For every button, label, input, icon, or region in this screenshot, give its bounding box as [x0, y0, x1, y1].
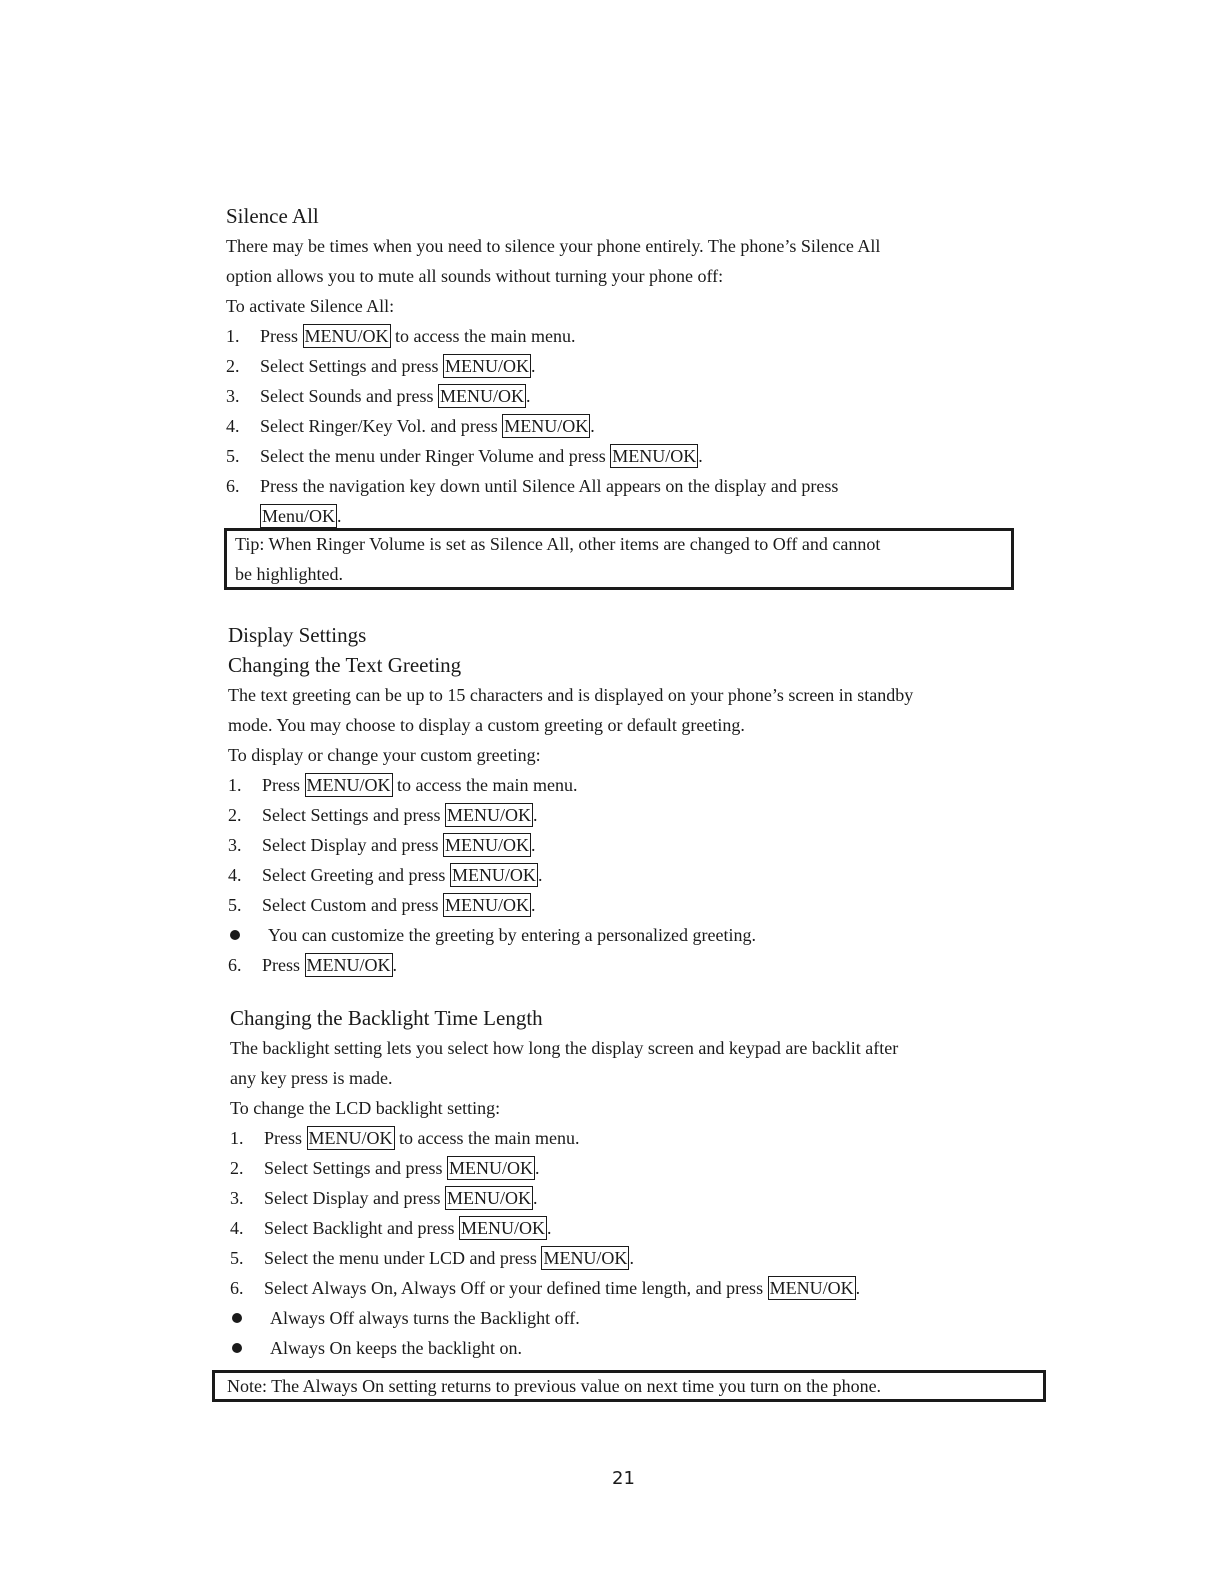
step-number: 3.: [226, 386, 240, 406]
step-text: Select the menu under LCD and press: [264, 1248, 542, 1268]
bullet-item: [228, 920, 1048, 950]
step-text: Press: [262, 775, 305, 795]
paragraph-line: any key press is made.: [230, 1068, 393, 1088]
step-item: [230, 1243, 1030, 1273]
menu-ok-key: MENU/OK: [306, 955, 391, 975]
step-text: .: [537, 865, 543, 885]
step-text: Select Always On, Always Off or your defined time length, and press: [264, 1278, 768, 1298]
step-number: 3.: [230, 1188, 244, 1208]
step-text: .: [392, 955, 398, 975]
step-text: to access the main menu.: [392, 775, 578, 795]
step-number: 6.: [226, 476, 240, 496]
step-item: [228, 800, 1048, 830]
step-text: Select Sounds and press: [260, 386, 438, 406]
step-item: [230, 1153, 1030, 1183]
menu-ok-key: MENU/OK: [444, 835, 529, 855]
step-text: Select Custom and press: [262, 895, 443, 915]
step-number: 2.: [230, 1158, 244, 1178]
step-text: .: [698, 446, 703, 466]
step-text: Press: [264, 1128, 307, 1148]
step-number: 5.: [226, 446, 240, 466]
step-text: .: [532, 805, 538, 825]
step-text: .: [525, 386, 531, 406]
step-text: Press the navigation key down until Silence All appears on the display and press: [260, 476, 839, 496]
bullet-text: You can customize the greeting by entering a personalized greeting.: [268, 925, 757, 945]
subsection-heading: Changing the Text Greeting: [228, 653, 462, 677]
step-text: to access the main menu.: [394, 1128, 580, 1148]
step-text: Select Settings and press: [260, 356, 443, 376]
menu-ok-key: MENU/OK: [446, 805, 531, 825]
step-item: [230, 1213, 1030, 1243]
instruction-lead: To change the LCD backlight setting:: [230, 1098, 501, 1118]
step-number: 2.: [226, 356, 240, 376]
section-heading: Display Settings: [228, 623, 367, 647]
step-text: .: [530, 356, 536, 376]
step-number: 6.: [230, 1278, 244, 1298]
display-settings-section: [228, 620, 1048, 980]
step-item: [228, 950, 1048, 980]
step-item: [226, 441, 1026, 471]
step-text: .: [855, 1278, 861, 1298]
menu-ok-key: MENU/OK: [451, 865, 536, 885]
step-item: [228, 770, 1048, 800]
step-text: Select Display and press: [262, 835, 443, 855]
paragraph-line: The text greeting can be up to 15 characters and is displayed on your phone’s screen in standby: [228, 685, 914, 705]
paragraph-line: mode. You may choose to display a custom greeting or default greeting.: [228, 715, 745, 735]
step-text: Press: [262, 955, 305, 975]
paragraph-line: option allows you to mute all sounds without turning your phone off:: [226, 266, 724, 286]
menu-ok-key: MENU/OK: [612, 446, 697, 466]
step-text: Select the menu under Ringer Volume and press: [260, 446, 611, 466]
step-text: Select Display and press: [264, 1188, 445, 1208]
step-item: [230, 1273, 1030, 1303]
page-number: 21: [612, 1468, 635, 1489]
step-number: 3.: [228, 835, 242, 855]
menu-ok-key: MENU/OK: [306, 775, 391, 795]
step-text: Press: [260, 326, 303, 346]
step-text: Select Greeting and press: [262, 865, 450, 885]
step-item: [226, 381, 1026, 411]
menu-ok-key: MENU/OK: [504, 416, 589, 436]
step-item-continued: [226, 501, 1026, 531]
step-number: 4.: [230, 1218, 244, 1238]
menu-ok-key: MENU/OK: [448, 1158, 533, 1178]
bullet-icon: [232, 1343, 242, 1353]
step-text: to access the main menu.: [390, 326, 576, 346]
menu-ok-key: MENU/OK: [444, 895, 529, 915]
step-number: 6.: [228, 955, 242, 975]
tip-line: be highlighted.: [235, 564, 343, 584]
step-text: .: [629, 1248, 634, 1268]
menu-ok-key: MENU/OK: [304, 326, 389, 346]
step-text: Select Settings and press: [262, 805, 445, 825]
step-text: Select Ringer/Key Vol. and press: [260, 416, 503, 436]
instruction-lead: To activate Silence All:: [226, 296, 395, 316]
step-text: .: [532, 1188, 538, 1208]
bullet-icon: [230, 930, 240, 940]
step-number: 1.: [228, 775, 242, 795]
paragraph-line: There may be times when you need to silence your phone entirely. The phone’s Silence All: [226, 236, 881, 256]
note-text: Note: The Always On setting returns to previous value on next time you turn on the phone.: [227, 1376, 882, 1396]
step-number: 2.: [228, 805, 242, 825]
step-text: .: [546, 1218, 552, 1238]
step-text: .: [590, 416, 595, 436]
instruction-lead: To display or change your custom greeting:: [228, 745, 541, 765]
subsection-heading: Changing the Backlight Time Length: [230, 1006, 543, 1030]
paragraph-line: The backlight setting lets you select how long the display screen and keypad are backlit after: [230, 1038, 899, 1058]
note-box: [212, 1370, 1046, 1402]
bullet-text: Always Off always turns the Backlight off.: [270, 1308, 580, 1328]
step-item: [226, 321, 1026, 351]
menu-ok-key: MENU/OK: [543, 1248, 628, 1268]
section-heading: Silence All: [226, 204, 319, 228]
step-text: .: [530, 895, 536, 915]
bullet-icon: [232, 1313, 242, 1323]
silence-all-section: [226, 201, 1026, 531]
step-number: 1.: [230, 1128, 244, 1148]
step-text: Select Settings and press: [264, 1158, 447, 1178]
bullet-item: [230, 1333, 1030, 1363]
step-text: .: [337, 506, 342, 526]
step-number: 4.: [226, 416, 240, 436]
menu-ok-key: MENU/OK: [446, 1188, 531, 1208]
step-item: [228, 830, 1048, 860]
step-text: Select Backlight and press: [264, 1218, 459, 1238]
step-item: [226, 351, 1026, 381]
step-item: [230, 1123, 1030, 1153]
menu-ok-key: MENU/OK: [460, 1218, 545, 1238]
step-text: .: [530, 835, 536, 855]
step-text: .: [534, 1158, 540, 1178]
menu-ok-key: MENU/OK: [769, 1278, 854, 1298]
step-number: 1.: [226, 326, 240, 346]
step-item: [230, 1183, 1030, 1213]
step-number: 4.: [228, 865, 242, 885]
menu-ok-key: MENU/OK: [444, 356, 529, 376]
bullet-text: Always On keeps the backlight on.: [270, 1338, 522, 1358]
tip-box: [224, 528, 1014, 590]
menu-ok-key: Menu/OK: [262, 506, 335, 526]
menu-ok-key: MENU/OK: [308, 1128, 393, 1148]
step-item: [228, 860, 1048, 890]
step-item: [228, 890, 1048, 920]
menu-ok-key: MENU/OK: [439, 386, 524, 406]
step-item: [226, 471, 1026, 501]
step-number: 5.: [230, 1248, 244, 1268]
step-number: 5.: [228, 895, 242, 915]
step-item: [226, 411, 1026, 441]
tip-line: Tip: When Ringer Volume is set as Silence All, other items are changed to Off and cannot: [235, 534, 881, 554]
bullet-item: [230, 1303, 1030, 1333]
backlight-section: [230, 1003, 1030, 1363]
